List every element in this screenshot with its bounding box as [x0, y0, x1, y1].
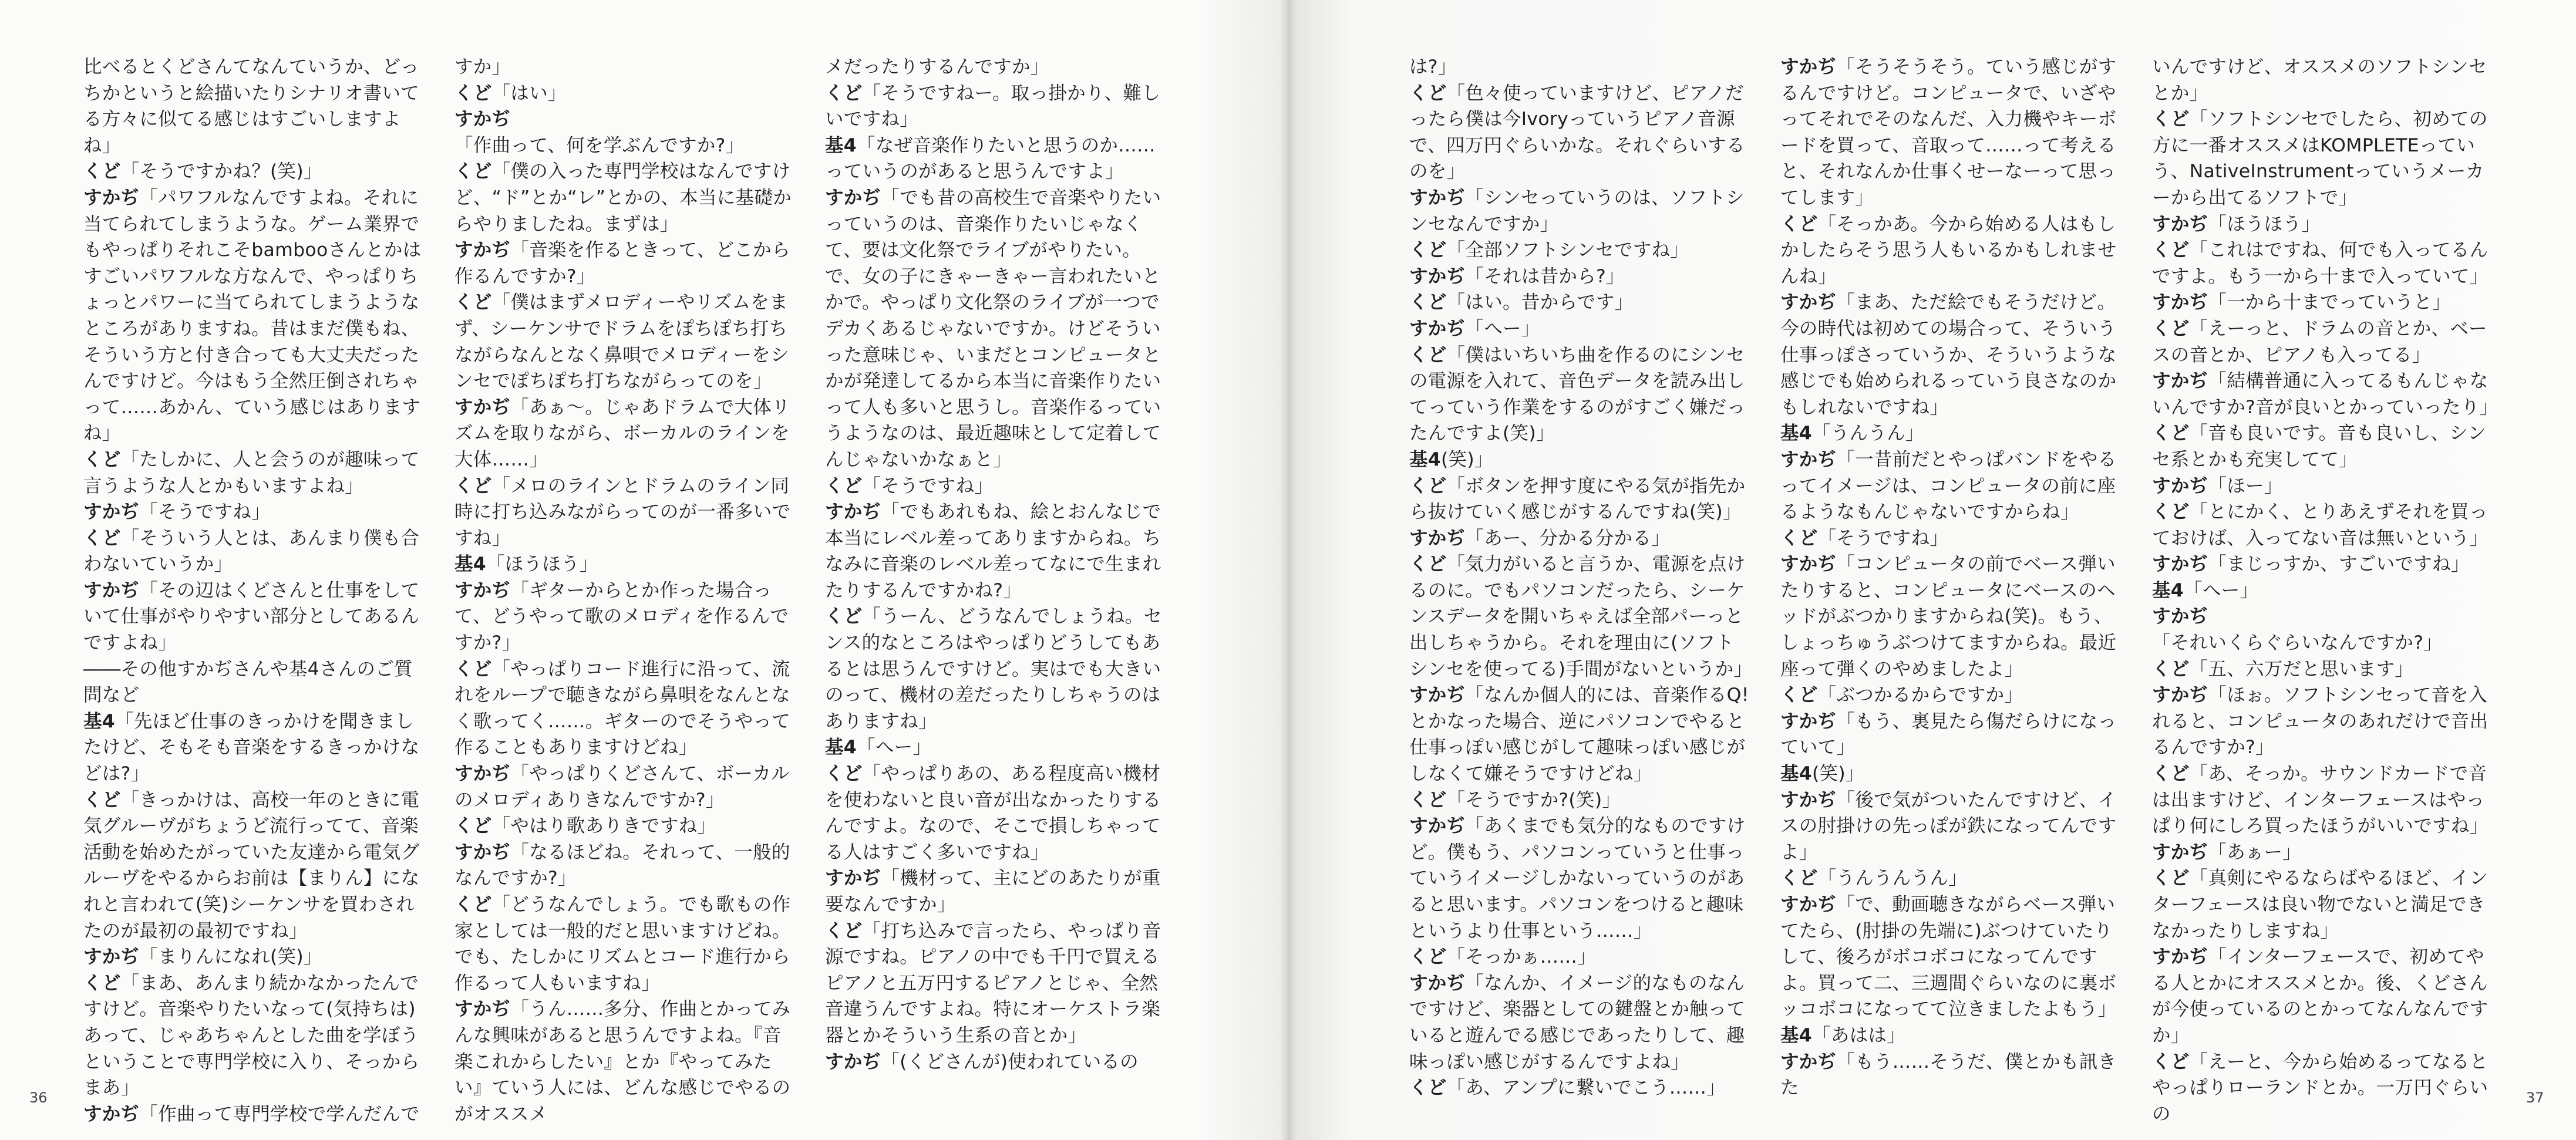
speaker-name: 基4 — [825, 737, 857, 758]
dialogue-text: 「全部ソフトシンセですね」 — [1446, 240, 1689, 261]
speaker-name: くど — [2152, 763, 2190, 785]
dialogue-text: 「そうですか?(笑)」 — [1446, 789, 1621, 811]
dialogue-line — [2152, 420, 2494, 473]
speaker-name: すかぢ — [2152, 475, 2208, 497]
dialogue-text: 「これはですね、何でも入ってるんですよ。もう一から十まで入っていて」 — [2152, 240, 2489, 287]
speaker-name: すかぢ — [825, 868, 881, 889]
speaker-name: くど — [2152, 501, 2190, 523]
dialogue-line — [83, 158, 425, 185]
dialogue-line — [2152, 682, 2494, 761]
dialogue-text: 「あー、分かる分かる」 — [1465, 527, 1670, 549]
dialogue-line — [454, 892, 796, 996]
dialogue-line — [454, 761, 796, 813]
speaker-name: くど — [83, 448, 121, 470]
dialogue-text: 「作曲って専門学校で学んだんで — [139, 1103, 420, 1125]
dialogue-line — [1409, 289, 1751, 316]
speaker-name: くど — [454, 161, 492, 183]
dialogue-text: 「で、動画聴きながらベース弾いてたら、(肘掛の先端に)ぶつけていたりして、後ろがボコボコになってんですよ。買って二、三週間ぐらいなのに裏ボッコボコになってて泣きましたよもう」 — [1780, 894, 2117, 1020]
speaker-name: くど — [1409, 789, 1447, 811]
dialogue-text: 「まりんになれ(笑)」 — [139, 946, 322, 968]
dialogue-text: 「それは昔から?」 — [1465, 265, 1625, 287]
dialogue-line — [454, 394, 796, 473]
dialogue-text: 「インターフェースで、初めてやる人とかにオススメとか。後、くどさんが今使っているのとかってなんなんですか」 — [2152, 946, 2489, 1046]
right-column-1 — [1409, 54, 1753, 1099]
dialogue-text: メだったりするんですか」 — [825, 56, 1049, 77]
dialogue-line — [454, 996, 796, 1127]
dialogue-text: 「そうですかね？(笑)」 — [120, 161, 322, 183]
speaker-name: くど — [454, 292, 492, 313]
dialogue-line — [83, 787, 425, 945]
dialogue-text: 「どうなんでしょう。でも歌もの作家としては一般的だと思いますけどね。でも、たしかにリズムとコード進行から作るって人もいますね」 — [454, 894, 791, 994]
speaker-name: くど — [1409, 82, 1447, 104]
speaker-name: くど — [83, 527, 121, 549]
dialogue-text: 「なんか、イメージ的なものなんですけど、楽器としての鍵盤とか触っていると遊んでる感じであったりして、趣味っぽい感じがするんですよね」 — [1409, 972, 1746, 1072]
dialogue-line — [1409, 237, 1751, 264]
speaker-name: すかぢ — [2152, 606, 2208, 628]
dialogue-line — [454, 656, 796, 761]
dialogue-text: 「音楽を作るときって、どこから作るんですか?」 — [454, 240, 790, 287]
speaker-name: すかぢ — [2152, 370, 2208, 392]
dialogue-line — [2152, 839, 2494, 866]
speaker-name: 基4 — [1780, 1024, 1813, 1046]
dialogue-line — [1409, 1075, 1751, 1101]
speaker-name: すかぢ — [83, 1103, 140, 1125]
dialogue-line — [454, 158, 796, 237]
dialogue-line — [2152, 944, 2494, 1048]
dialogue-line — [1409, 551, 1751, 682]
dialogue-line — [83, 970, 425, 1101]
dialogue-line — [83, 185, 425, 447]
dialogue-line — [1409, 264, 1751, 290]
dialogue-line — [1780, 1023, 2122, 1049]
speaker-name: くど — [1409, 1077, 1447, 1099]
dialogue-text: は?」 — [1409, 56, 1457, 77]
dialogue-line — [83, 656, 425, 709]
dialogue-text: 「へー」 — [857, 737, 932, 758]
speaker-name: すかぢ — [1409, 527, 1466, 549]
page-number-left: 36 — [29, 1090, 48, 1106]
dialogue-line — [83, 944, 425, 970]
dialogue-text: ――その他すかぢさんや基4さんのご質問など — [83, 658, 413, 706]
dialogue-line — [454, 578, 796, 656]
dialogue-text: 「音も良いです。音も良いし、シンセ系とかも充実してて」 — [2152, 423, 2487, 470]
right-column-3 — [2152, 54, 2498, 1125]
speaker-name: すかぢ — [2152, 554, 2208, 575]
dialogue-text: 「そっかぁ……」 — [1446, 946, 1597, 968]
dialogue-line — [454, 80, 796, 107]
dialogue-text: 「とにかく、とりあえずそれを買っておけば、入ってない音は無いという」 — [2152, 501, 2489, 549]
speaker-name: くど — [1409, 344, 1447, 366]
speaker-name: すかぢ — [83, 501, 140, 523]
dialogue-text: 「そうそうそう。ていう感じがするんですけど。コンピュータで、いざやってそれでそのなんだ、入力機やキーボードを買って、音取って……って考えると、それなんか仕事くせーなーって思ってします」 — [1780, 56, 2117, 208]
dialogue-text: 「はい」 — [491, 82, 567, 104]
dialogue-line — [1409, 970, 1751, 1075]
speaker-name: すかぢ — [1780, 1051, 1837, 1072]
dialogue-line — [825, 133, 1167, 185]
dialogue-line — [454, 473, 796, 552]
dialogue-line — [1780, 865, 2122, 892]
dialogue-text: すか」 — [454, 56, 511, 77]
dialogue-line — [1780, 761, 2122, 787]
speaker-name: くど — [83, 972, 121, 994]
dialogue-line — [1409, 944, 1751, 970]
speaker-name: くど — [2152, 1051, 2190, 1072]
dialogue-text: 「たしかに、人と会うのが趣味って言うような人とかもいますよね」 — [83, 448, 420, 497]
dialogue-text: 「後で気がついたんですけど、イスの肘掛けの先っぽが鉄になってんですよ」 — [1780, 789, 2117, 863]
speaker-name: すかぢ — [1780, 554, 1837, 575]
dialogue-line — [1780, 892, 2122, 1023]
speaker-name: すかぢ — [825, 501, 881, 523]
dialogue-line — [825, 918, 1167, 1049]
speaker-name: すかぢ — [1409, 187, 1466, 208]
dialogue-text: 「あぁー」 — [2208, 841, 2302, 863]
speaker-name: 基4 — [825, 134, 857, 156]
dialogue-text: 「メロのラインとドラムのライン同時に打ち込みながらってのが一番多いですね」 — [454, 475, 791, 549]
speaker-name: すかぢ — [2152, 213, 2208, 235]
speaker-name: すかぢ — [83, 579, 140, 601]
dialogue-line — [2152, 289, 2494, 316]
speaker-name: くど — [1409, 475, 1447, 497]
dialogue-line — [1409, 54, 1751, 80]
dialogue-text: 「うんうんうん」 — [1817, 868, 1968, 889]
dialogue-text: 「まあ、あんまり続かなかったんですけど。音楽やりたいなって(気持ちは)あって、じゃあちゃんとした曲を学ぼうということで専門学校に入り、そっからまあ」 — [83, 972, 420, 1099]
dialogue-line — [1780, 682, 2122, 709]
dialogue-line — [825, 865, 1167, 918]
speaker-name: くど — [2152, 109, 2190, 130]
dialogue-text: 「うーん、どうなんでしょうね。センス的なところはやっぱりどうしてもあるとは思うんですけど。実はでも大きいのって、機材の差だったりしちゃうのはありますね」 — [825, 606, 1163, 732]
book-gutter — [1280, 0, 1297, 1140]
dialogue-text: 「僕はまずメロディーやリズムをまず、シーケンサでドラムをぽちぽち打ちながらなんとなく鼻唄でメロディーをシンセでぽちぽち打ちながらってのを」 — [454, 292, 789, 392]
dialogue-line — [825, 603, 1167, 734]
dialogue-text: 「はい。昔からです」 — [1446, 292, 1634, 313]
page-number-right: 37 — [2526, 1090, 2544, 1106]
dialogue-text: 「なるほどね。それって、一般的なんですか?」 — [454, 841, 790, 889]
dialogue-text: 「ボタンを押す度にやる気が指先から抜けていく感じがするんですね(笑)」 — [1409, 475, 1746, 523]
dialogue-line — [1780, 525, 2122, 552]
speaker-name: 基4 — [1780, 423, 1813, 444]
speaker-name: くど — [2152, 318, 2190, 339]
dialogue-line — [2152, 54, 2494, 106]
dialogue-line — [1780, 447, 2122, 525]
dialogue-text: 「でもあれもね、絵とおんなじで本当にレベル差ってありますからね。ちなみに音楽のレベル差ってなにで生まれたりするんですかね?」 — [825, 501, 1161, 601]
dialogue-line — [825, 761, 1167, 865]
speaker-name: すかぢ — [454, 240, 511, 261]
dialogue-text: 「ほうほう」 — [2208, 213, 2321, 235]
dialogue-line — [825, 54, 1167, 80]
dialogue-line — [1409, 682, 1751, 787]
dialogue-text: 「僕はいちいち曲を作るのにシンセの電源を入れて、音色データを読み出してっていう作業をするのがすごく嫌だったんですよ(笑)」 — [1409, 344, 1746, 444]
dialogue-text: 「機材って、主にどのあたりが重要なんですか」 — [825, 868, 1161, 915]
dialogue-line — [454, 54, 796, 80]
dialogue-line — [825, 185, 1167, 473]
dialogue-line — [2152, 603, 2494, 656]
dialogue-text: 「やっぱりくどさんて、ボーカルのメロディありきなんですか?」 — [454, 763, 790, 811]
speaker-name: くど — [2152, 658, 2190, 680]
dialogue-text: 「そっかあ。今から始める人はもしかしたらそう思う人もいるかもしれませんね」 — [1780, 213, 2117, 287]
dialogue-line — [1409, 316, 1751, 342]
dialogue-text: 「ほー」 — [2208, 475, 2283, 497]
dialogue-line — [2152, 656, 2494, 683]
dialogue-text: 「ほうほう」 — [486, 554, 598, 575]
dialogue-line — [1409, 787, 1751, 814]
dialogue-text: いんですけど、オススメのソフトシンセとか」 — [2152, 56, 2487, 104]
speaker-name: くど — [1409, 240, 1447, 261]
speaker-name: すかぢ — [1409, 318, 1466, 339]
dialogue-text: 「パワフルなんですよね。それに当てられてしまうような。ゲーム業界でもやっぱりそれこそbambooさんとかはすごいパワフルな方なんで、やっぱりちょっとパワーに当てられてしまうようなところがありますね。昔はまだ僕もね、そういう方と付き合っても大丈夫だったんですけど。今はもう全然圧倒されちゃって……あかん、ていう感じはありますね」 — [83, 187, 422, 444]
dialogue-line — [454, 813, 796, 839]
dialogue-text: 「色々使っていますけど、ピアノだったら僕は今Ivoryっていうピアノ音源で、四万円ぐらいかな。それぐらいするのを」 — [1409, 82, 1745, 183]
dialogue-text: 「一昔前だとやっぱバンドをやるってイメージは、コンピュータの前に座るようなもんじゃないですからね」 — [1780, 448, 2117, 523]
speaker-name: 基4 — [454, 554, 487, 575]
speaker-name: くど — [825, 475, 863, 497]
speaker-name: くど — [825, 920, 863, 942]
dialogue-text: 「あぁ～。じゃあドラムで大体リズムを取りながら、ボーカルのラインを大体……」 — [454, 396, 790, 470]
speaker-name: すかぢ — [454, 109, 511, 130]
dialogue-line — [1780, 787, 2122, 866]
speaker-name: くど — [1409, 554, 1447, 575]
dialogue-text: 比べるとくどさんてなんていうか、どっちかというと絵描いたりシナリオ書いてる方々に似てる感じはすごいしますよね」 — [83, 56, 420, 156]
dialogue-line — [2152, 551, 2494, 578]
dialogue-text: 「えーと、今から始めるってなるとやっぱりローランドとか。一万円ぐらいの — [2152, 1051, 2489, 1125]
speaker-name: すかぢ — [1780, 56, 1837, 77]
dialogue-line — [1780, 1049, 2122, 1101]
dialogue-line — [83, 499, 425, 525]
dialogue-text: 「作曲って、何を学ぶんですか?」 — [454, 134, 745, 156]
speaker-name: すかぢ — [454, 763, 511, 785]
speaker-name: くど — [1780, 213, 1818, 235]
dialogue-text: 「(くどさんが)使われているの — [881, 1051, 1139, 1072]
dialogue-line — [2152, 473, 2494, 500]
dialogue-text: 「あくまでも気分的なものですけど。僕もう、パソコンっていうと仕事っていうイメージしかないっていうのがあると思います。パソコンをつけると趣味というより仕事という……」 — [1409, 815, 1746, 942]
speaker-name: くど — [1780, 684, 1818, 706]
speaker-name: くど — [454, 815, 492, 837]
dialogue-line — [2152, 865, 2494, 944]
dialogue-line — [2152, 368, 2498, 420]
dialogue-text: 「きっかけは、高校一年のときに電気グルーヴがちょうど流行ってて、音楽活動を始めたがっていた友達から電気グルーヴをやるからお前は【まりん】になれと言われて(笑)シーケンサを買わされたのが最初の最初ですね」 — [83, 789, 420, 942]
left-column-2 — [454, 54, 796, 1125]
dialogue-text: 「シンセっていうのは、ソフトシンセなんですか」 — [1409, 187, 1745, 235]
dialogue-text: 「一から十までっていうと」 — [2208, 292, 2451, 313]
right-column-2 — [1780, 54, 2122, 1099]
speaker-name: すかぢ — [1409, 265, 1466, 287]
dialogue-text: 「でも昔の高校生で音楽やりたいっていうのは、音楽作りたいじゃなくて、要は文化祭でライブがやりたい。で、女の子にきゃーきゃー言われたいとかで。やっぱり文化祭のライブが一つでデカくあるじゃないですか。けどそういった意味じゃ、いまだとコンピュータとかが発達してるから本当に音楽作りたいって人も多いと思うし。音楽作るっていうようなのは、最近趣味として定着してんじゃないかなぁと」 — [825, 187, 1161, 470]
dialogue-text: 「もう……そうだ、僕とかも訊きた — [1780, 1051, 2117, 1099]
dialogue-text: 「まあ、ただ絵でもそうだけど。今の時代は初めての場合って、そういう仕事っぽさっていうか、そういうような感じでも始められるっていう良さなのかもしれないですね」 — [1780, 292, 2117, 418]
dialogue-line — [1780, 289, 2122, 420]
dialogue-text: 「もう、裏見たら傷だらけになっていて」 — [1780, 710, 2117, 758]
speaker-name: 基4 — [2152, 579, 2184, 601]
speaker-name: 基4 — [1780, 763, 1813, 785]
dialogue-line — [1409, 80, 1751, 185]
dialogue-line — [2152, 237, 2494, 289]
dialogue-text: 「やはり歌ありきですね」 — [491, 815, 716, 837]
dialogue-text: 「ギターからとか作った場合って、どうやって歌のメロディを作るんですか?」 — [454, 579, 789, 654]
dialogue-line — [83, 525, 425, 578]
dialogue-line — [1780, 211, 2122, 290]
dialogue-line — [454, 237, 796, 289]
dialogue-text: 「結構普通に入ってるもんじゃないんですか?音が良いとかっていったり」 — [2152, 370, 2498, 418]
dialogue-line — [2152, 578, 2494, 604]
dialogue-text: 「それいくらぐらいなんですか?」 — [2152, 632, 2443, 654]
speaker-name: すかぢ — [1409, 684, 1466, 706]
dialogue-line — [1409, 447, 1751, 473]
speaker-name: すかぢ — [1780, 894, 1837, 915]
dialogue-text: 「そうですねー。取っ掛かり、難しいですね」 — [825, 82, 1161, 130]
speaker-name: すかぢ — [83, 187, 140, 208]
dialogue-text: 「なぜ音楽作りたいと思うのか……っていうのがあると思うんですよ」 — [825, 134, 1156, 183]
speaker-name: くど — [1409, 292, 1447, 313]
dialogue-line — [825, 499, 1167, 603]
speaker-name: くど — [2152, 240, 2190, 261]
dialogue-line — [2152, 761, 2494, 839]
dialogue-text: 「へー」 — [1465, 318, 1540, 339]
dialogue-text: 「そうですね」 — [862, 475, 994, 497]
speaker-name: くど — [454, 894, 492, 915]
dialogue-text: 「やっぱりコード進行に沿って、流れをループで聴きながら鼻唄をなんとなく歌ってく……。ギターのでそうやって作ることもありますけどね」 — [454, 658, 791, 758]
speaker-name: くど — [825, 763, 863, 785]
dialogue-line — [2152, 106, 2494, 211]
speaker-name: くど — [1409, 946, 1447, 968]
dialogue-text: 「まじっすか、すごいですね」 — [2208, 554, 2470, 575]
speaker-name: くど — [825, 606, 863, 628]
dialogue-line — [2152, 499, 2494, 551]
speaker-name: すかぢ — [1780, 448, 1837, 470]
dialogue-text: 「そうですね」 — [139, 501, 271, 523]
dialogue-line — [83, 54, 425, 158]
dialogue-line — [83, 1101, 425, 1128]
dialogue-line — [2152, 211, 2494, 238]
left-column-1 — [83, 54, 425, 1125]
speaker-name: くど — [2152, 868, 2190, 889]
dialogue-text: 「やっぱりあの、ある程度高い機材を使わないと良い音が出なかったりするんですよ。なので、そこで損しちゃってる人はすごく多いですね」 — [825, 763, 1161, 863]
dialogue-text: 「へー」 — [2184, 579, 2259, 601]
speaker-name: すかぢ — [83, 946, 140, 968]
dialogue-text: 「あ、そっか。サウンドカードで音は出ますけど、インターフェースはやっぱり何にしろ買ったほうがいいですね」 — [2152, 763, 2489, 837]
speaker-name: すかぢ — [1780, 789, 1837, 811]
dialogue-line — [825, 80, 1167, 133]
dialogue-line — [1780, 420, 2122, 447]
speaker-name: くど — [1780, 868, 1818, 889]
dialogue-line — [1780, 54, 2122, 211]
dialogue-text: 「ほぉ。ソフトシンセって音を入れると、コンピュータのあれだけで音出るんですか?」 — [2152, 684, 2489, 758]
dialogue-line — [1780, 709, 2122, 761]
dialogue-text: 「先ほど仕事のきっかけを聞きましたけど、そもそも音楽をするきっかけなどは?」 — [83, 710, 420, 785]
dialogue-text: 「打ち込みで言ったら、やっぱり音源ですね。ピアノの中でも千円で買えるピアノと五万円するピアノとじゃ、全然音違うんですよね。特にオーケストラ楽器とかそういう生系の音とか」 — [825, 920, 1161, 1046]
dialogue-line — [454, 106, 796, 158]
speaker-name: すかぢ — [825, 187, 881, 208]
dialogue-text: 「あ、アンプに繋いでこう……」 — [1446, 1077, 1726, 1099]
dialogue-text: 「僕の入った専門学校はなんですけど、“ド”とか“レ”とかの、本当に基礎からやりましたね。まずは」 — [454, 161, 792, 235]
dialogue-line — [825, 734, 1167, 761]
dialogue-line — [1409, 342, 1751, 447]
dialogue-line — [454, 551, 796, 578]
speaker-name: すかぢ — [454, 396, 511, 418]
speaker-name: すかぢ — [454, 999, 511, 1020]
left-column-3 — [825, 54, 1167, 1087]
dialogue-line — [825, 1049, 1167, 1075]
speaker-name: くど — [2152, 423, 2190, 444]
dialogue-text: 「うんうん」 — [1812, 423, 1924, 444]
dialogue-text: 「なんか個人的には、音楽作るQ!とかなった場合、逆にパソコンでやると仕事っぽい感じがして趣味っぽい感じがしなくて嫌そうですけどね」 — [1409, 684, 1749, 785]
dialogue-line — [454, 839, 796, 892]
speaker-name: くど — [83, 789, 121, 811]
speaker-name: くど — [1780, 527, 1818, 549]
speaker-name: くど — [454, 475, 492, 497]
dialogue-line — [454, 289, 796, 394]
speaker-name: くど — [83, 161, 121, 183]
speaker-name: すかぢ — [2152, 292, 2208, 313]
speaker-name: すかぢ — [1780, 710, 1837, 732]
dialogue-line — [825, 473, 1167, 500]
dialogue-text: 「うん……多分、作曲とかってみんな興味があると思うんですよね。『音楽これからしたい』とか『やってみたい』ていう人には、どんな感じでやるのがオススメ — [454, 999, 791, 1125]
speaker-name: すかぢ — [1409, 972, 1466, 994]
speaker-name: すかぢ — [825, 1051, 881, 1072]
dialogue-text: (笑)」 — [1812, 763, 1864, 785]
dialogue-line — [2152, 1049, 2494, 1128]
dialogue-text: 「ソフトシンセでしたら、初めての方に一番オススメはKOMPLETEっていう、NativeInstrumentっていうメーカーから出てるソフトで」 — [2152, 109, 2488, 208]
speaker-name: すかぢ — [454, 841, 511, 863]
speaker-name: くど — [825, 82, 863, 104]
speaker-name: すかぢ — [2152, 684, 2208, 706]
speaker-name: 基4 — [83, 710, 116, 732]
dialogue-text: 「その辺はくどさんと仕事をしていて仕事がやりやすい部分としてあるんですよね」 — [83, 579, 420, 654]
speaker-name: すかぢ — [454, 579, 511, 601]
dialogue-text: 「そういう人とは、あんまり僕も合わないていうか」 — [83, 527, 420, 575]
dialogue-text: (笑)」 — [1441, 448, 1493, 470]
dialogue-line — [83, 447, 425, 499]
dialogue-line — [83, 578, 425, 656]
dialogue-text: 「あはは」 — [1812, 1024, 1906, 1046]
speaker-name: すかぢ — [2152, 946, 2208, 968]
speaker-name: すかぢ — [1780, 292, 1837, 313]
speaker-name: くど — [454, 82, 492, 104]
dialogue-text: 「真剣にやるならばやるほど、インターフェースは良い物でないと満足できなかったりしますね」 — [2152, 868, 2489, 942]
dialogue-line — [1409, 813, 1751, 944]
dialogue-text: 「ぶつかるからですか」 — [1817, 684, 2023, 706]
dialogue-text: 「五、六万だと思います」 — [2189, 658, 2414, 680]
dialogue-line — [1409, 185, 1751, 237]
dialogue-text: 「コンピュータの前でベース弾いたりすると、コンピュータにベースのヘッドがぶつかりますからね(笑)。もう、しょっちゅうぶつけてますからね。最近座って弾くのやめましたよ」 — [1780, 554, 2117, 680]
speaker-name: すかぢ — [2152, 841, 2208, 863]
dialogue-line — [83, 709, 425, 787]
dialogue-text: 「そうですね」 — [1817, 527, 1949, 549]
speaker-name: すかぢ — [1409, 815, 1466, 837]
dialogue-text: 「えーっと、ドラムの音とか、ベースの音とか、ピアノも入ってる」 — [2152, 318, 2487, 366]
dialogue-text: 「気力がいると言うか、電源を点けるのに。でもパソコンだったら、シーケンスデータを開いちゃえば全部パーっと出しちゃうから。それを理由に(ソフトシンセを使ってる)手間がないというか」 — [1409, 554, 1753, 680]
dialogue-line — [2152, 316, 2494, 368]
speaker-name: 基4 — [1409, 448, 1442, 470]
dialogue-line — [1409, 473, 1751, 525]
speaker-name: くど — [454, 658, 492, 680]
dialogue-line — [1409, 525, 1751, 552]
dialogue-line — [1780, 551, 2122, 682]
